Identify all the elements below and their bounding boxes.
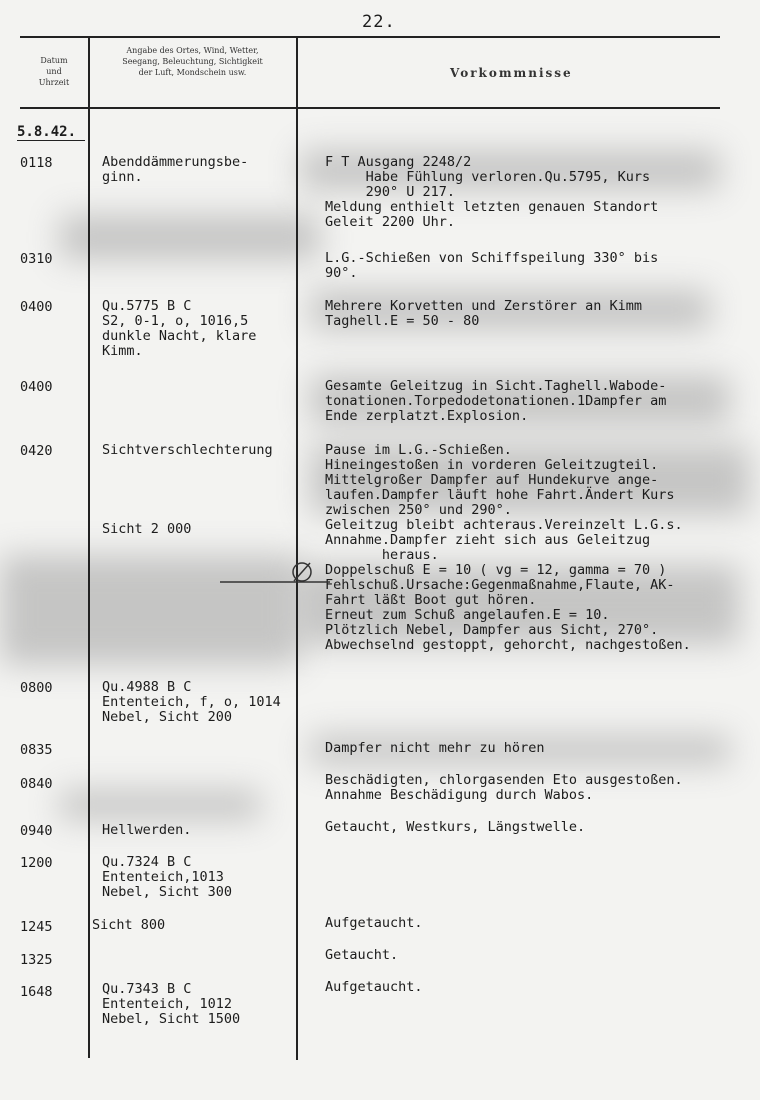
event-line: Geleit 2200 Uhr.	[325, 214, 456, 230]
column-divider-1	[88, 38, 90, 1058]
entry-events	[325, 741, 544, 756]
conditions-line: Hellwerden.	[102, 822, 192, 838]
event-line: 90°.	[325, 265, 358, 281]
header-date-time	[24, 55, 84, 88]
header-date-line: Uhrzeit	[38, 78, 70, 87]
entry-conditions	[102, 155, 248, 185]
entry-time: 0800	[20, 680, 53, 696]
conditions-line: Nebel, Sicht 200	[102, 709, 233, 725]
entry-events	[325, 980, 423, 995]
column-divider-2	[296, 38, 298, 1060]
event-line: Beschädigten, chlorgasenden Eto ausgestoßen.	[325, 772, 683, 788]
event-line: laufen.Dampfer läuft hohe Fahrt.Ändert Kurs	[325, 487, 675, 503]
header-conditions-line: Seegang, Beleuchtung, Sichtigkeit	[122, 57, 263, 66]
header-bottom-rule	[20, 107, 720, 109]
scan-smudge	[60, 215, 320, 260]
conditions-line: Ententeich, 1012	[102, 996, 233, 1012]
conditions-line: Sicht 800	[92, 917, 166, 933]
conditions-line: ginn.	[102, 169, 143, 185]
date-underline	[17, 140, 85, 141]
conditions-line: Ententeich, f, o, 1014	[102, 694, 281, 710]
event-line: heraus.	[325, 547, 439, 563]
event-line: Taghell.E = 50 - 80	[325, 313, 480, 329]
event-line: Annahme.Dampfer zieht sich aus Geleitzug	[325, 532, 651, 548]
entry-conditions	[102, 443, 273, 458]
event-line: Plötzlich Nebel, Dampfer aus Sicht, 270°.	[325, 622, 659, 638]
entry-events	[325, 773, 683, 803]
event-line: Abwechselnd gestoppt, gehorcht, nachgestoßen.	[325, 637, 691, 653]
entry-conditions	[102, 855, 232, 900]
event-line: Fehlschuß.Ursache:Gegenmaßnahme,Flaute, AK-	[325, 577, 675, 593]
entry-conditions	[102, 680, 281, 725]
event-line: Doppelschuß E = 10 ( vg = 12, gamma = 70 )	[325, 562, 667, 578]
conditions-line: Ententeich,1013	[102, 869, 224, 885]
entry-time: 0400	[20, 299, 53, 315]
event-line: Getaucht.	[325, 947, 399, 963]
entry-time: 0118	[20, 155, 53, 171]
entry-events	[325, 155, 658, 230]
event-line: Geleitzug bleibt achteraus.Vereinzelt L.G.s.	[325, 517, 683, 533]
conditions-line: S2, 0-1, o, 1016,5	[102, 313, 249, 329]
page-number: 22.	[362, 12, 396, 32]
scan-smudge	[60, 790, 260, 820]
entry-time: 0420	[20, 443, 53, 459]
entry-events	[325, 379, 666, 424]
event-line: F T Ausgang 2248/2	[325, 154, 472, 170]
event-line: Pause im L.G.-Schießen.	[325, 442, 512, 458]
event-line: L.G.-Schießen von Schiffspeilung 330° bis	[325, 250, 659, 266]
conditions-line: Qu.7324 B C	[102, 854, 192, 870]
event-line: Aufgetaucht.	[325, 915, 423, 931]
header-conditions	[90, 45, 295, 78]
table-top-rule	[20, 36, 720, 38]
event-line: Erneut zum Schuß angelaufen.E = 10.	[325, 607, 610, 623]
entry-time: 1200	[20, 855, 53, 871]
entry-time: 0400	[20, 379, 53, 395]
conditions-line: Sicht 2 000	[102, 521, 192, 537]
conditions-line: Qu.5775 B C	[102, 298, 192, 314]
header-conditions-line: Angabe des Ortes, Wind, Wetter,	[126, 46, 259, 55]
conditions-line: Qu.4988 B C	[102, 679, 192, 695]
entry-time: 0310	[20, 251, 53, 267]
conditions-line: Abenddämmerungsbe-	[102, 154, 249, 170]
entry-events	[325, 443, 691, 653]
event-line: Getaucht, Westkurs, Längstwelle.	[325, 819, 586, 835]
entry-events	[325, 948, 398, 963]
event-line: zwischen 250° und 290°.	[325, 502, 512, 518]
header-date-line: und	[46, 67, 62, 76]
event-line: Mehrere Korvetten und Zerstörer an Kimm	[325, 298, 642, 314]
pen-annotation-mark	[220, 555, 340, 595]
event-line: Meldung enthielt letzten genauen Standort	[325, 199, 659, 215]
entry-conditions	[102, 982, 240, 1027]
entry-events	[325, 251, 658, 281]
event-line: Mittelgroßer Dampfer auf Hundekurve ange-	[325, 472, 659, 488]
entry-conditions	[92, 918, 165, 933]
event-line: Habe Fühlung verloren.Qu.5795, Kurs	[325, 169, 651, 185]
event-line: Gesamte Geleitzug in Sicht.Taghell.Wabode-	[325, 378, 667, 394]
entry-events	[325, 820, 585, 835]
event-line: Ende zerplatzt.Explosion.	[325, 408, 529, 424]
event-line: 290° U 217.	[325, 184, 456, 200]
event-line: tonationen.Torpedodetonationen.1Dampfer am	[325, 393, 667, 409]
header-events: Vorkommnisse	[450, 66, 573, 80]
entry-time: 1245	[20, 919, 53, 935]
entry-events	[325, 916, 423, 931]
event-line: Fahrt läßt Boot gut hören.	[325, 592, 537, 608]
conditions-line: Nebel, Sicht 300	[102, 884, 233, 900]
event-line: Hineingestoßen in vorderen Geleitzugteil.	[325, 457, 659, 473]
conditions-line: dunkle Nacht, klare	[102, 328, 257, 344]
event-line: Annahme Beschädigung durch Wabos.	[325, 787, 594, 803]
entry-conditions	[102, 522, 191, 537]
entry-conditions	[102, 823, 191, 838]
conditions-line: Qu.7343 B C	[102, 981, 192, 997]
entry-date: 5.8.42.	[17, 124, 77, 140]
entry-time: 1325	[20, 952, 53, 968]
entry-time: 1648	[20, 984, 53, 1000]
conditions-line: Kimm.	[102, 343, 143, 359]
entry-time: 0840	[20, 776, 53, 792]
entry-time: 0940	[20, 823, 53, 839]
header-conditions-line: der Luft, Mondschein usw.	[138, 68, 247, 77]
event-line: Dampfer nicht mehr zu hören	[325, 740, 545, 756]
entry-events	[325, 299, 642, 329]
header-date-line: Datum	[40, 56, 68, 65]
conditions-line: Nebel, Sicht 1500	[102, 1011, 241, 1027]
event-line: Aufgetaucht.	[325, 979, 423, 995]
entry-conditions	[102, 299, 256, 359]
entry-time: 0835	[20, 742, 53, 758]
conditions-line: Sichtverschlechterung	[102, 442, 273, 458]
